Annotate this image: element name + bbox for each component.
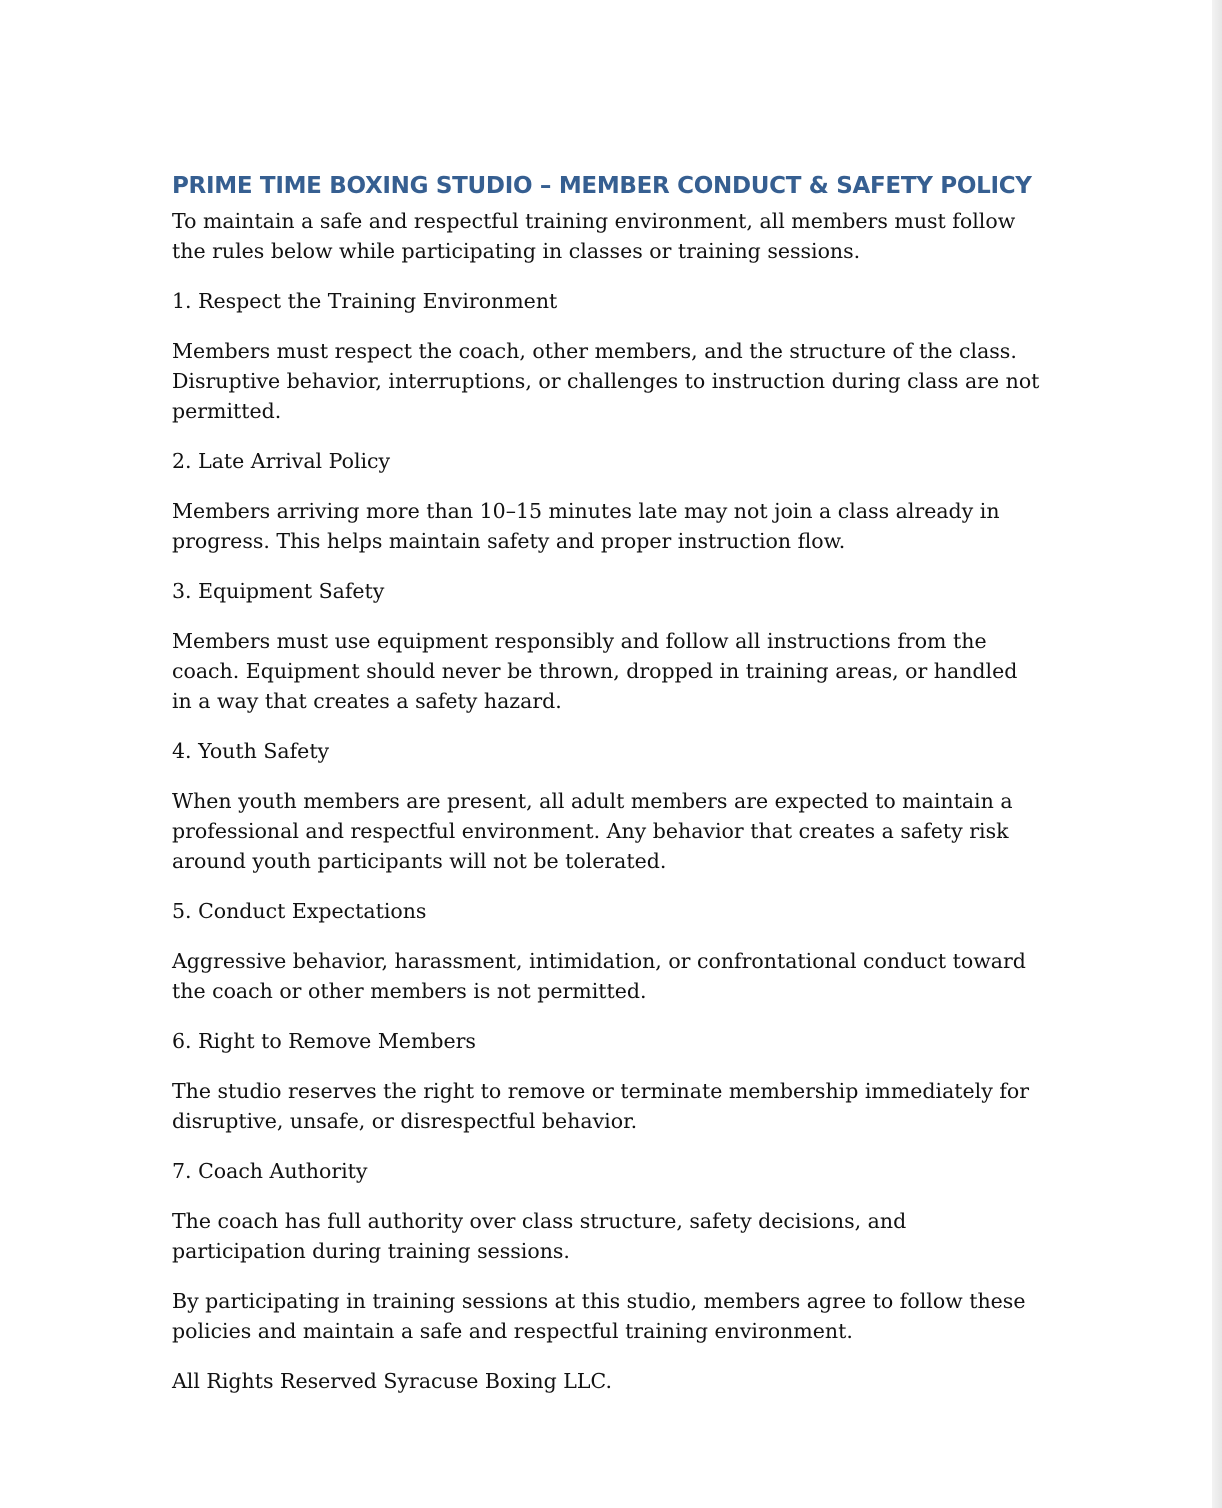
section-heading-respect: 1. Respect the Training Environment [172,289,558,313]
section-body-coach-authority: The coach has full authority over class structure, safety decisions, and participation during training sessions. [172,1209,907,1263]
page-edge-shadow [1212,0,1222,1508]
section-body-conduct: Aggressive behavior, harassment, intimidation, or confrontational conduct toward the coach or other members is not permitted. [172,949,1026,1003]
section-body-remove-members: The studio reserves the right to remove or terminate membership immediately for disruptive, unsafe, or disrespectful behavior. [172,1079,1030,1133]
document-body [172,170,1042,1416]
section-body-youth: When youth members are present, all adult members are expected to maintain a professional and respectful environment. Any behavior that creates a safety risk around youth participants will not be tolerated. [172,789,1013,873]
section-heading-conduct: 5. Conduct Expectations [172,899,427,923]
section-heading-late-arrival: 2. Late Arrival Policy [172,449,391,473]
section-heading-equipment: 3. Equipment Safety [172,579,385,603]
section-body-late-arrival: Members arriving more than 10–15 minutes late may not join a class already in progress. This helps maintain safety and proper instruction flow. [172,499,1000,553]
section-heading-youth: 4. Youth Safety [172,739,330,763]
copyright-notice: All Rights Reserved Syracuse Boxing LLC. [172,1369,612,1393]
section-heading-coach-authority: 7. Coach Authority [172,1159,368,1183]
section-body-equipment: Members must use equipment responsibly and follow all instructions from the coach. Equipment should never be thrown, dropped in training areas, or handled in a way that creates a safety hazard. [172,629,1018,713]
intro-paragraph: To maintain a safe and respectful training environment, all members must follow the rules below while participating in classes or training sessions. [172,209,1016,263]
agreement-paragraph: By participating in training sessions at this studio, members agree to follow these policies and maintain a safe and respectful training environment. [172,1289,1026,1343]
section-body-respect: Members must respect the coach, other members, and the structure of the class. Disruptive behavior, interruptions, or challenges to instruction during class are not permitted. [172,339,1040,423]
section-heading-remove-members: 6. Right to Remove Members [172,1029,476,1053]
document-title: PRIME TIME BOXING STUDIO – MEMBER CONDUCT & SAFETY POLICY [172,173,1032,199]
